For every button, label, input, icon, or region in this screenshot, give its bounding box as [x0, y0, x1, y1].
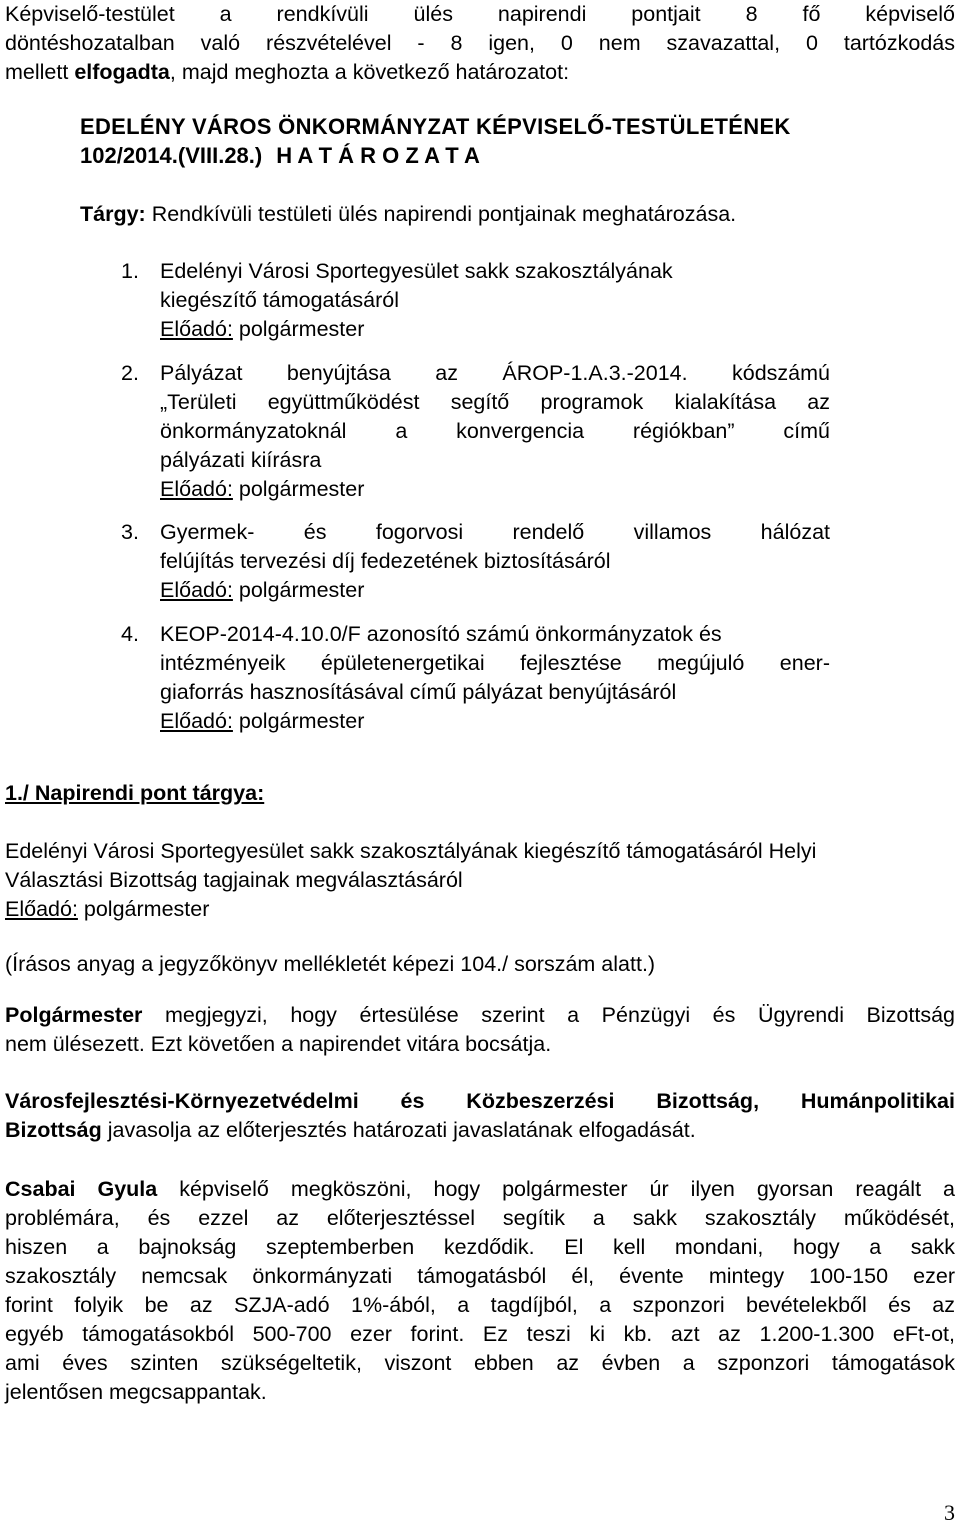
speaker-name: Polgármester [5, 1003, 143, 1027]
csabai-line: ami éves szinten szükségeltetik, viszont ebben az évben a szponzori támogatások [5, 1351, 955, 1375]
agenda-item-presenter [160, 707, 364, 736]
agenda-item-line: felújítás tervezési díj fedezetének biztosításáról [160, 549, 611, 573]
agenda-item-line: kiegészítő támogatásáról [160, 288, 400, 312]
subject-text: Rendkívüli testületi ülés napirendi pontjainak meghatározása. [145, 202, 737, 226]
presenter-label: Előadó: [160, 317, 233, 341]
agenda-item-line: KEOP-2014-4.10.0/F azonosító számú önkormányzatok és [160, 622, 722, 646]
presenter-label: Előadó: [160, 578, 233, 602]
agenda-item-line: intézményeik épületenergetikai fejlesztése megújuló ener- [160, 651, 830, 675]
agenda-item-presenter [160, 475, 364, 504]
resolution-subject [80, 200, 736, 229]
presenter-label: Előadó: [5, 897, 78, 921]
agenda-point-topic-line: Edelényi Városi Sportegyesület sakk szakosztályának kiegészítő támogatásáról Helyi [5, 839, 817, 863]
agenda-item-presenter [160, 576, 364, 605]
resolution-heading: EDELÉNY VÁROS ÖNKORMÁNYZAT KÉPVISELŐ-TESTÜLETÉNEK [80, 114, 791, 139]
agenda-item-line: Gyermek- és fogorvosi rendelő villamos hálózat [160, 520, 830, 544]
written-material-note: (Írásos anyag a jegyzőkönyv mellékletét képezi 104./ sorszám alatt.) [5, 952, 656, 976]
resolution-number-line [80, 141, 480, 170]
mayor-line-2: nem ülésezett. Ezt követően a napirendet vitára bocsátja. [5, 1032, 552, 1056]
subject-label: Tárgy: [80, 202, 146, 226]
csabai-line: egyéb támogatásokból 500-700 ezer forint. Ez teszi ki kb. azt az 1.200-1.300 eFt-ot, [5, 1322, 955, 1346]
csabai-line: forint folyik be az SZJA-adó 1%-ából, a tagdíjból, a szponzori bevételekből és az [5, 1293, 955, 1317]
intro-line-1: Képviselő-testület a rendkívüli ülés napirendi pontjait 8 fő képviselő [5, 2, 955, 26]
committee-line-2 [5, 1116, 696, 1145]
agenda-item-number: 2. [121, 361, 139, 385]
presenter-value: polgármester [77, 897, 210, 921]
presenter-value: polgármester [232, 709, 365, 733]
committee-name-end: Bizottság [5, 1118, 102, 1142]
agenda-item-number: 1. [121, 259, 139, 283]
intro-line-3-post: , majd meghozta a következő határozatot: [169, 60, 570, 84]
presenter-value: polgármester [232, 578, 365, 602]
presenter-value: polgármester [232, 317, 365, 341]
intro-line-2: döntéshozatalban való részvételével - 8 igen, 0 nem szavazattal, 0 tartózkodás [5, 31, 955, 55]
resolution-number: 102/2014.(VIII.28.) [80, 143, 263, 168]
agenda-item-line: „Területi együttműködést segítő programok kialakítása az [160, 390, 830, 414]
csabai-line: hiszen a bajnokság szeptemberben kezdődik. El kell mondani, hogy a sakk [5, 1235, 955, 1259]
agenda-point-presenter [5, 895, 209, 924]
presenter-label: Előadó: [160, 477, 233, 501]
agenda-point-topic-line: Választási Bizottság tagjainak megválasztásáról [5, 868, 463, 892]
speaker-name: Csabai Gyula [5, 1177, 158, 1201]
agenda-item-presenter [160, 315, 364, 344]
page-number: 3 [944, 1500, 955, 1525]
mayor-line-1-text: megjegyzi, hogy értesülése szerint a Pénzügyi és Ügyrendi Bizottság [142, 1003, 955, 1027]
intro-accepted: elfogadta [74, 60, 170, 84]
presenter-label: Előadó: [160, 709, 233, 733]
csabai-line: problémára, és ezzel az előterjesztéssel segítik a sakk szakosztály működését, [5, 1206, 955, 1230]
agenda-item-line: önkormányzatoknál a konvergencia régiókban” című [160, 419, 830, 443]
agenda-item-number: 4. [121, 622, 139, 646]
csabai-line: szakosztály nemcsak önkormányzati támogatásból él, évente mintegy 100-150 ezer [5, 1264, 955, 1288]
csabai-line-1-text: képviselő megköszöni, hogy polgármester úr ilyen gyorsan reagált a [157, 1177, 955, 1201]
mayor-line-1 [5, 1001, 955, 1030]
presenter-value: polgármester [232, 477, 365, 501]
resolution-title: H A T Á R O Z A T A [276, 143, 480, 168]
csabai-line-1 [5, 1175, 955, 1204]
agenda-item-line: giaforrás hasznosításával című pályázat benyújtásáról [160, 680, 677, 704]
csabai-line: jelentősen megcsappantak. [5, 1380, 267, 1404]
agenda-item-line: pályázati kiírásra [160, 448, 322, 472]
agenda-item-line: Pályázat benyújtása az ÁROP-1.A.3.-2014. kódszámú [160, 361, 830, 385]
agenda-item-number: 3. [121, 520, 139, 544]
intro-line-3-pre: mellett [5, 60, 75, 84]
intro-line-3 [5, 58, 569, 87]
agenda-item-line: Edelényi Városi Sportegyesület sakk szakosztályának [160, 259, 673, 283]
committee-line-1: Városfejlesztési-Környezetvédelmi és Közbeszerzési Bizottság, Humánpolitikai [5, 1089, 955, 1113]
committee-line-2-text: javasolja az előterjesztés határozati javaslatának elfogadását. [101, 1118, 696, 1142]
agenda-point-heading: 1./ Napirendi pont tárgya: [5, 781, 265, 805]
